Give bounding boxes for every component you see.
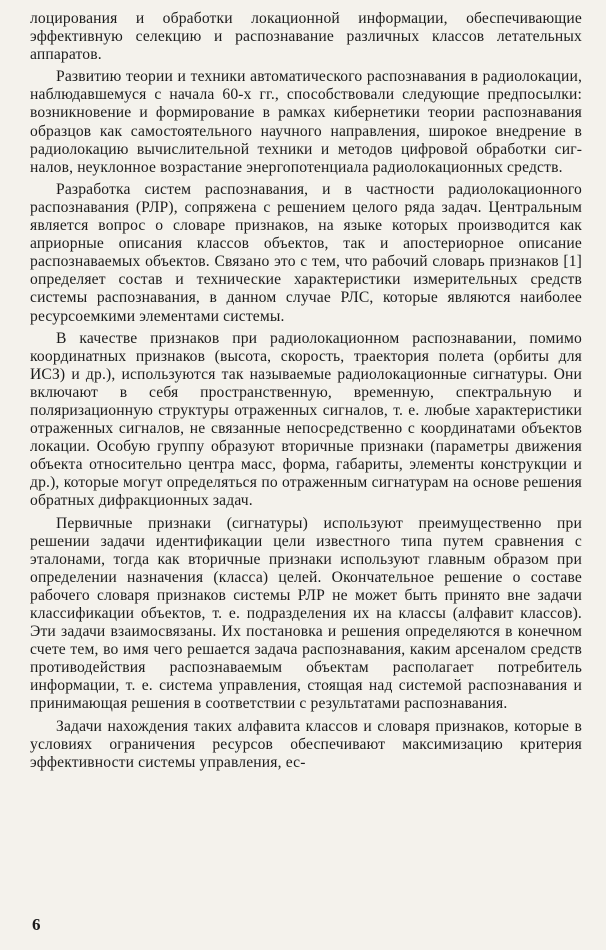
paragraph: Задачи нахождения таких алфавита классов и словаря признаков, которые в условиях ограничения ресурсов обеспечивают максимизацию критерия эффективности системы управления, ес-	[30, 717, 582, 771]
paragraph: Развитию теории и техники автоматического распознавания в радиолокации, наблюдавшемуся с начала 60-х гг., способствовали следующие предпосылки: возникновение и формирование в рамках кибернетики теории распознавания образцов как самостоятельного научного направления, широкое внедрение в радиолокацию вычислительной техники и методов цифровой обработки сигналов, неуклонное возрастание энергопотенциала радиолокационных средств.	[30, 68, 582, 176]
paragraph: Разработка систем распознавания, и в частности радиолокационного распознавания (РЛР), сопряжена с решением целого ряда задач. Центральным является вопрос о словаре признаков, на языке которых производится как априорные описания классов объектов, так и апостериорное описание распознаваемых объектов. Связано это с тем, что рабочий словарь признаков [1] определяет состав и технические характеристики измерительных средств системы распознавания, в данном случае РЛС, которые являются наиболее ресурсоемкими элементами системы.	[30, 180, 582, 325]
paragraph: Первичные признаки (сигнатуры) используют преимущественно при решении задачи идентификации цели известного типа путем сравнения с эталонами, тогда как вторичные признаки используют главным образом при определении назначения (класса) целей. Окончательное решение о составе рабочего словаря признаков системы РЛР не может быть принято вне задачи классификации объектов, т. е. подразделения их на классы (алфавит классов). Эти задачи взаимосвязаны. Их постановка и решения определяются в конечном счете тем, во имя чего решается задача распознавания, каким арсеналом средств противодействия распознаваемым объектам располагает потребитель информации, т. е. система управления, стоящая над системой распознавания и принимающая решения в соответствии с результатами распознавания.	[30, 514, 582, 713]
page-body	[30, 10, 582, 776]
paragraph: В качестве признаков при радиолокационном распознавании, помимо координатных признаков (высота, скорость, траектория полета (орбиты для ИСЗ) и др.), используются так называемые радиолокационные сигнатуры. Они включают в себя пространственную, временную, спектральную и поляризационную структуры отраженных сигналов, т. е. любые характеристики отраженных сигналов, не связанные непосредственно с координатами объектов локации. Особую группу образуют вторичные признаки (параметры движения объекта относительно центра масс, форма, габариты, элементы конструкции и др.), которые могут определяться по отраженным сигнатурам на основе решения обратных дифракционных задач.	[30, 329, 582, 510]
paragraph: лоцирования и обработки локационной информации, обеспечивающие эффективную селекцию и распознавание различных классов летательных аппаратов.	[30, 10, 582, 64]
page-number: 6	[32, 915, 41, 934]
